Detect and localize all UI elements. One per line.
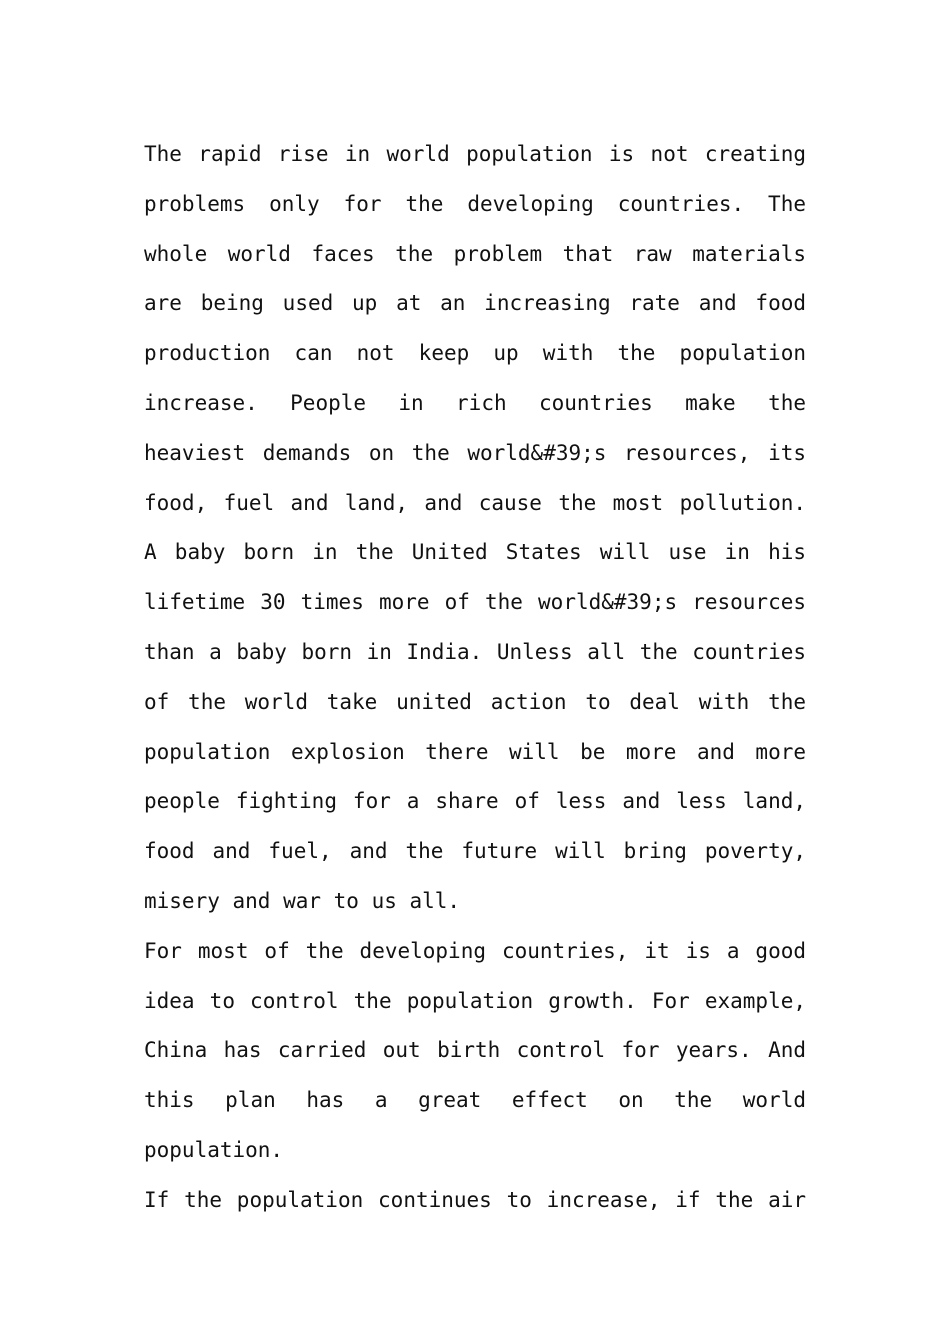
text-line: increase. People in rich countries make the xyxy=(144,390,806,415)
text-line: than a baby born in India. Unless all the countries xyxy=(144,639,806,664)
text-line: If the population continues to increase, if the air xyxy=(144,1187,806,1212)
text-line: whole world faces the problem that raw materials xyxy=(144,241,806,266)
text-line: lifetime 30 times more of the world&#39;s resources xyxy=(144,590,806,615)
text-line: production can not keep up with the population xyxy=(144,341,806,366)
text-line: population. xyxy=(144,1137,284,1162)
text-line: problems only for the developing countries. The xyxy=(144,191,806,216)
text-line: food, fuel and land, and cause the most pollution. xyxy=(144,490,806,515)
text-line: food and fuel, and the future will bring poverty, xyxy=(144,839,806,864)
text-line: this plan has a great effect on the world xyxy=(144,1088,806,1113)
text-line: A baby born in the United States will use in his xyxy=(144,540,806,565)
text-line: misery and war to us all. xyxy=(144,888,461,913)
text-line: For most of the developing countries, it is a good xyxy=(144,938,806,963)
text-line: are being used up at an increasing rate and food xyxy=(144,291,806,316)
text-line: China has carried out birth control for years. And xyxy=(144,1038,806,1063)
body-text xyxy=(144,130,806,1226)
text-line: heaviest demands on the world&#39;s resources, its xyxy=(144,440,806,465)
text-line: idea to control the population growth. For example, xyxy=(144,988,806,1013)
text-line: The rapid rise in world population is not creating xyxy=(144,142,806,166)
text-line: people fighting for a share of less and less land, xyxy=(144,789,806,814)
text-line: of the world take united action to deal with the xyxy=(144,689,806,714)
text-line: population explosion there will be more and more xyxy=(144,739,806,764)
